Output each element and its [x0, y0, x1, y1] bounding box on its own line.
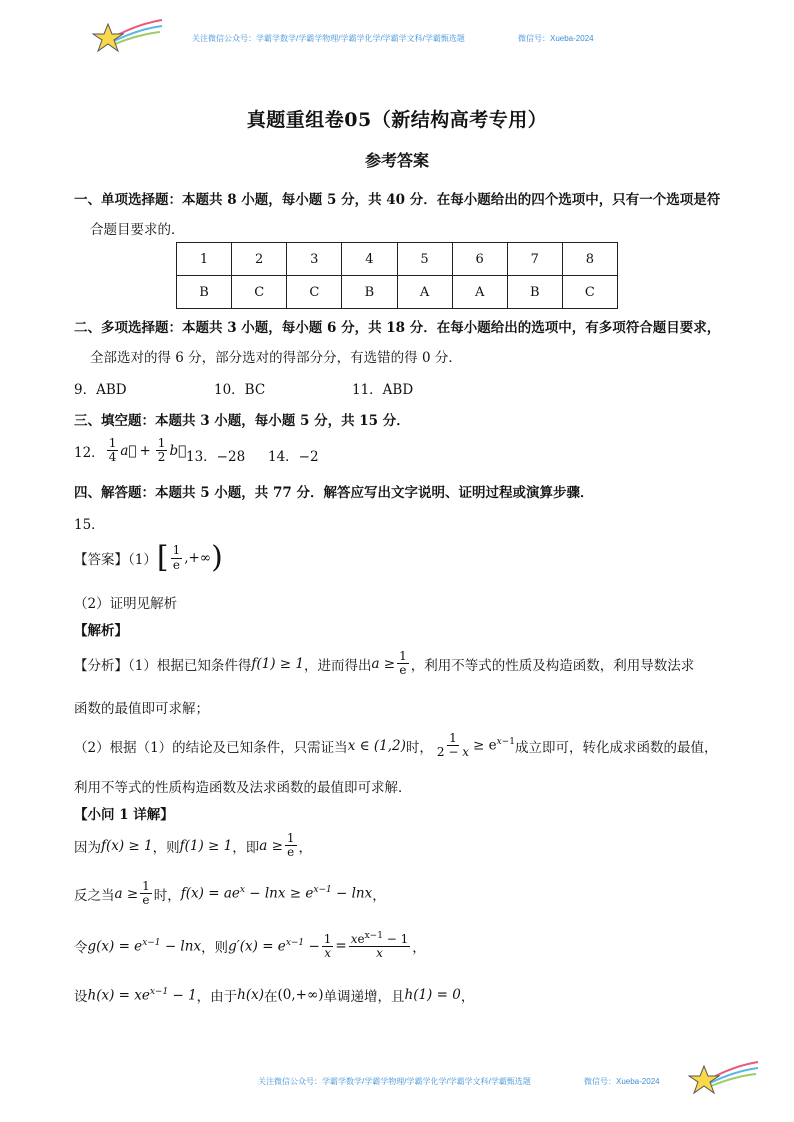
table-cell: B: [507, 276, 562, 309]
math-h1-zero: h(1) = 0: [404, 987, 461, 1003]
table-cell: C: [287, 276, 342, 309]
table-cell: A: [452, 276, 507, 309]
header-top-text: 关注微信公众号：学霸学数学/学霸学物理/学霸学化学/学霸学文科/学霸甄选题: [192, 34, 465, 43]
comma: ，: [298, 839, 313, 856]
step3-text-b: ，则: [201, 940, 229, 957]
fraction-one-over-e: $\frac{1}{e}$: [142, 879, 150, 908]
answer-9: 9．ABD: [74, 382, 127, 398]
part2-text-b: 时，: [405, 739, 433, 756]
fraction-derivative: $\frac{xe^{x-1} - 1}{x}$: [350, 931, 409, 961]
plus-sign: +: [139, 442, 151, 459]
section4-line1: 四、解答题：本题共 5 小题，共 77 分．解答应写出文字说明、证明过程或演算步骤．: [74, 485, 594, 501]
answer-12: [74, 437, 186, 464]
paren-right: ): [211, 540, 223, 575]
footer-wechat: 微信号：Xueba-2024: [584, 1077, 660, 1086]
vector-a: a⃗: [120, 442, 137, 459]
star-logo-bottom-icon: [688, 1058, 760, 1098]
answer-15-part1: [74, 540, 223, 575]
table-answer-row: [177, 276, 618, 309]
fenxi-text-b: ，进而得出: [303, 657, 372, 674]
step1-line: [74, 832, 312, 859]
comma: ，: [372, 887, 386, 904]
bracket-left: [: [156, 540, 169, 575]
math-interval: (0,+∞): [277, 987, 324, 1003]
step4-text-d: 单调递增，且: [323, 989, 405, 1005]
table-cell: 8: [562, 243, 617, 276]
equals-sign: =: [335, 938, 347, 955]
step4-line: [74, 985, 474, 1005]
math-fx-ge-1: f(x) ≥ 1: [101, 837, 153, 854]
fenxi-text-a: 【分析】（1）根据已知条件得: [74, 657, 252, 674]
step3-line: [74, 932, 426, 960]
step2-text-a: 反之当: [74, 887, 115, 904]
answer-12-label: 12．: [74, 444, 105, 461]
part2-text-c: 成立即可，转化成求函数的最值，: [514, 739, 718, 756]
jiexi-label: 【解析】: [74, 623, 128, 639]
fraction-one-over-x: $\frac{1}{x}$: [323, 931, 332, 960]
page-subtitle: 参考答案: [364, 151, 429, 170]
math-a-ge: a ≥: [259, 837, 283, 854]
part2-line2: 利用不等式的性质构造函数及法求函数的最值即可求解．: [74, 780, 412, 796]
step4-text-b: ，由于: [196, 989, 238, 1005]
fraction-one-over-e: $\frac{1}{e}$: [172, 543, 181, 572]
header-top-wechat: 微信号：Xueba-2024: [518, 34, 594, 43]
fraction-one-over-e: $\frac{1}{e}$: [286, 831, 295, 860]
step1-text-b: ，则: [152, 839, 180, 856]
answer-15-part2: （2）证明见解析: [74, 596, 178, 612]
math-f1-ge-1: f(1) ≥ 1: [251, 655, 304, 672]
answer-14: 14．−2: [268, 449, 319, 465]
fraction-one-quarter: $\frac{1}{4}$: [108, 436, 117, 465]
step1-text-a: 因为: [74, 839, 101, 856]
part2-text-a: （2）根据（1）的结论及已知条件，只需证当: [74, 739, 348, 756]
table-cell: C: [232, 276, 287, 309]
fenxi-line2: 函数的最值即可求解；: [74, 701, 209, 717]
section2-line1: 二、多项选择题：本题共 3 小题，每小题 6 分，共 18 分．在每小题给出的选项中，有多项符合题目要求，: [74, 320, 721, 336]
table-cell: 5: [397, 243, 452, 276]
table-cell: B: [177, 276, 232, 309]
question-15: 15．: [74, 517, 105, 533]
part2-line1: [74, 732, 717, 759]
step3-text-a: 令: [74, 940, 88, 957]
section3-line1: 三、填空题：本题共 3 小题，每小题 5 分，共 15 分．: [74, 413, 410, 429]
xiaowen-label: 【小问 1 详解】: [74, 807, 174, 823]
math-a-ge: a ≥: [371, 655, 396, 672]
math-gprime: $g'(x) = e^{x-1}$ −: [228, 937, 320, 955]
math-fx-expression: $f(x) = ae^x - \ln x \ge e^{x-1} - \ln x$: [180, 885, 373, 902]
vector-b: b⃗: [169, 442, 187, 459]
math-x-in-interval: x ∈ (1,2): [347, 737, 406, 754]
step1-text-c: ，即: [232, 839, 260, 856]
answer-11: 11．ABD: [352, 382, 414, 398]
section1-line2: 合题目要求的．: [90, 222, 185, 238]
answer-10: 10．BC: [214, 382, 266, 398]
table-cell: C: [562, 276, 617, 309]
table-cell: 7: [507, 243, 562, 276]
math-hx: h(x): [237, 987, 265, 1003]
section1-line1: 一、单项选择题：本题共 8 小题，每小题 5 分，共 40 分．在每小题给出的四个选项中，只有一个选项是符: [74, 192, 721, 208]
math-ge-exp: ≥ $e^{x-1}$: [473, 737, 515, 754]
math-hx-def: $h(x) = xe^{x-1} - 1$: [87, 986, 197, 1004]
math-a-ge: a ≥: [114, 885, 139, 902]
table-header-row: [177, 243, 618, 276]
table-cell: 2: [232, 243, 287, 276]
fraction-one-over-two-minus-x: $\frac{1}{2 - x}$: [436, 731, 469, 760]
interval-upper: ,+∞: [184, 550, 212, 566]
fenxi-text-c: ，利用不等式的性质及构造函数，利用导数法求: [410, 657, 695, 674]
step4-text-c: 在: [264, 989, 278, 1005]
table-cell: B: [342, 276, 397, 309]
fraction-one-over-e: $\frac{1}{e}$: [399, 649, 407, 678]
table-cell: 4: [342, 243, 397, 276]
section2-line2: 全部选对的得 6 分，部分选对的得部分分，有选错的得 0 分．: [90, 350, 462, 366]
table-cell: 6: [452, 243, 507, 276]
step2-text-b: 时，: [153, 887, 181, 904]
comma: ，: [460, 989, 475, 1005]
table-cell: 1: [177, 243, 232, 276]
table-cell: 3: [287, 243, 342, 276]
table-cell: A: [397, 276, 452, 309]
fraction-one-half: $\frac{1}{2}$: [157, 436, 166, 465]
answer-table: [176, 242, 618, 309]
step2-line: [74, 880, 386, 907]
star-logo-top-icon: [92, 16, 164, 56]
page-title: 真题重组卷05（新结构高考专用）: [246, 109, 548, 131]
answer-label: 【答案】（1）: [74, 552, 157, 568]
footer-text: 关注微信公众号：学霸学数学/学霸学物理/学霸学化学/学霸学文科/学霸甄选题: [258, 1077, 531, 1086]
math-f1-ge-1: f(1) ≥ 1: [179, 837, 233, 854]
answer-13: 13．−28: [186, 449, 246, 465]
math-gx-def: $g(x) = e^{x-1} - \ln x$: [87, 937, 202, 955]
step4-text-a: 设: [74, 989, 88, 1005]
comma: ，: [412, 940, 426, 957]
fenxi-line1: [74, 650, 694, 677]
